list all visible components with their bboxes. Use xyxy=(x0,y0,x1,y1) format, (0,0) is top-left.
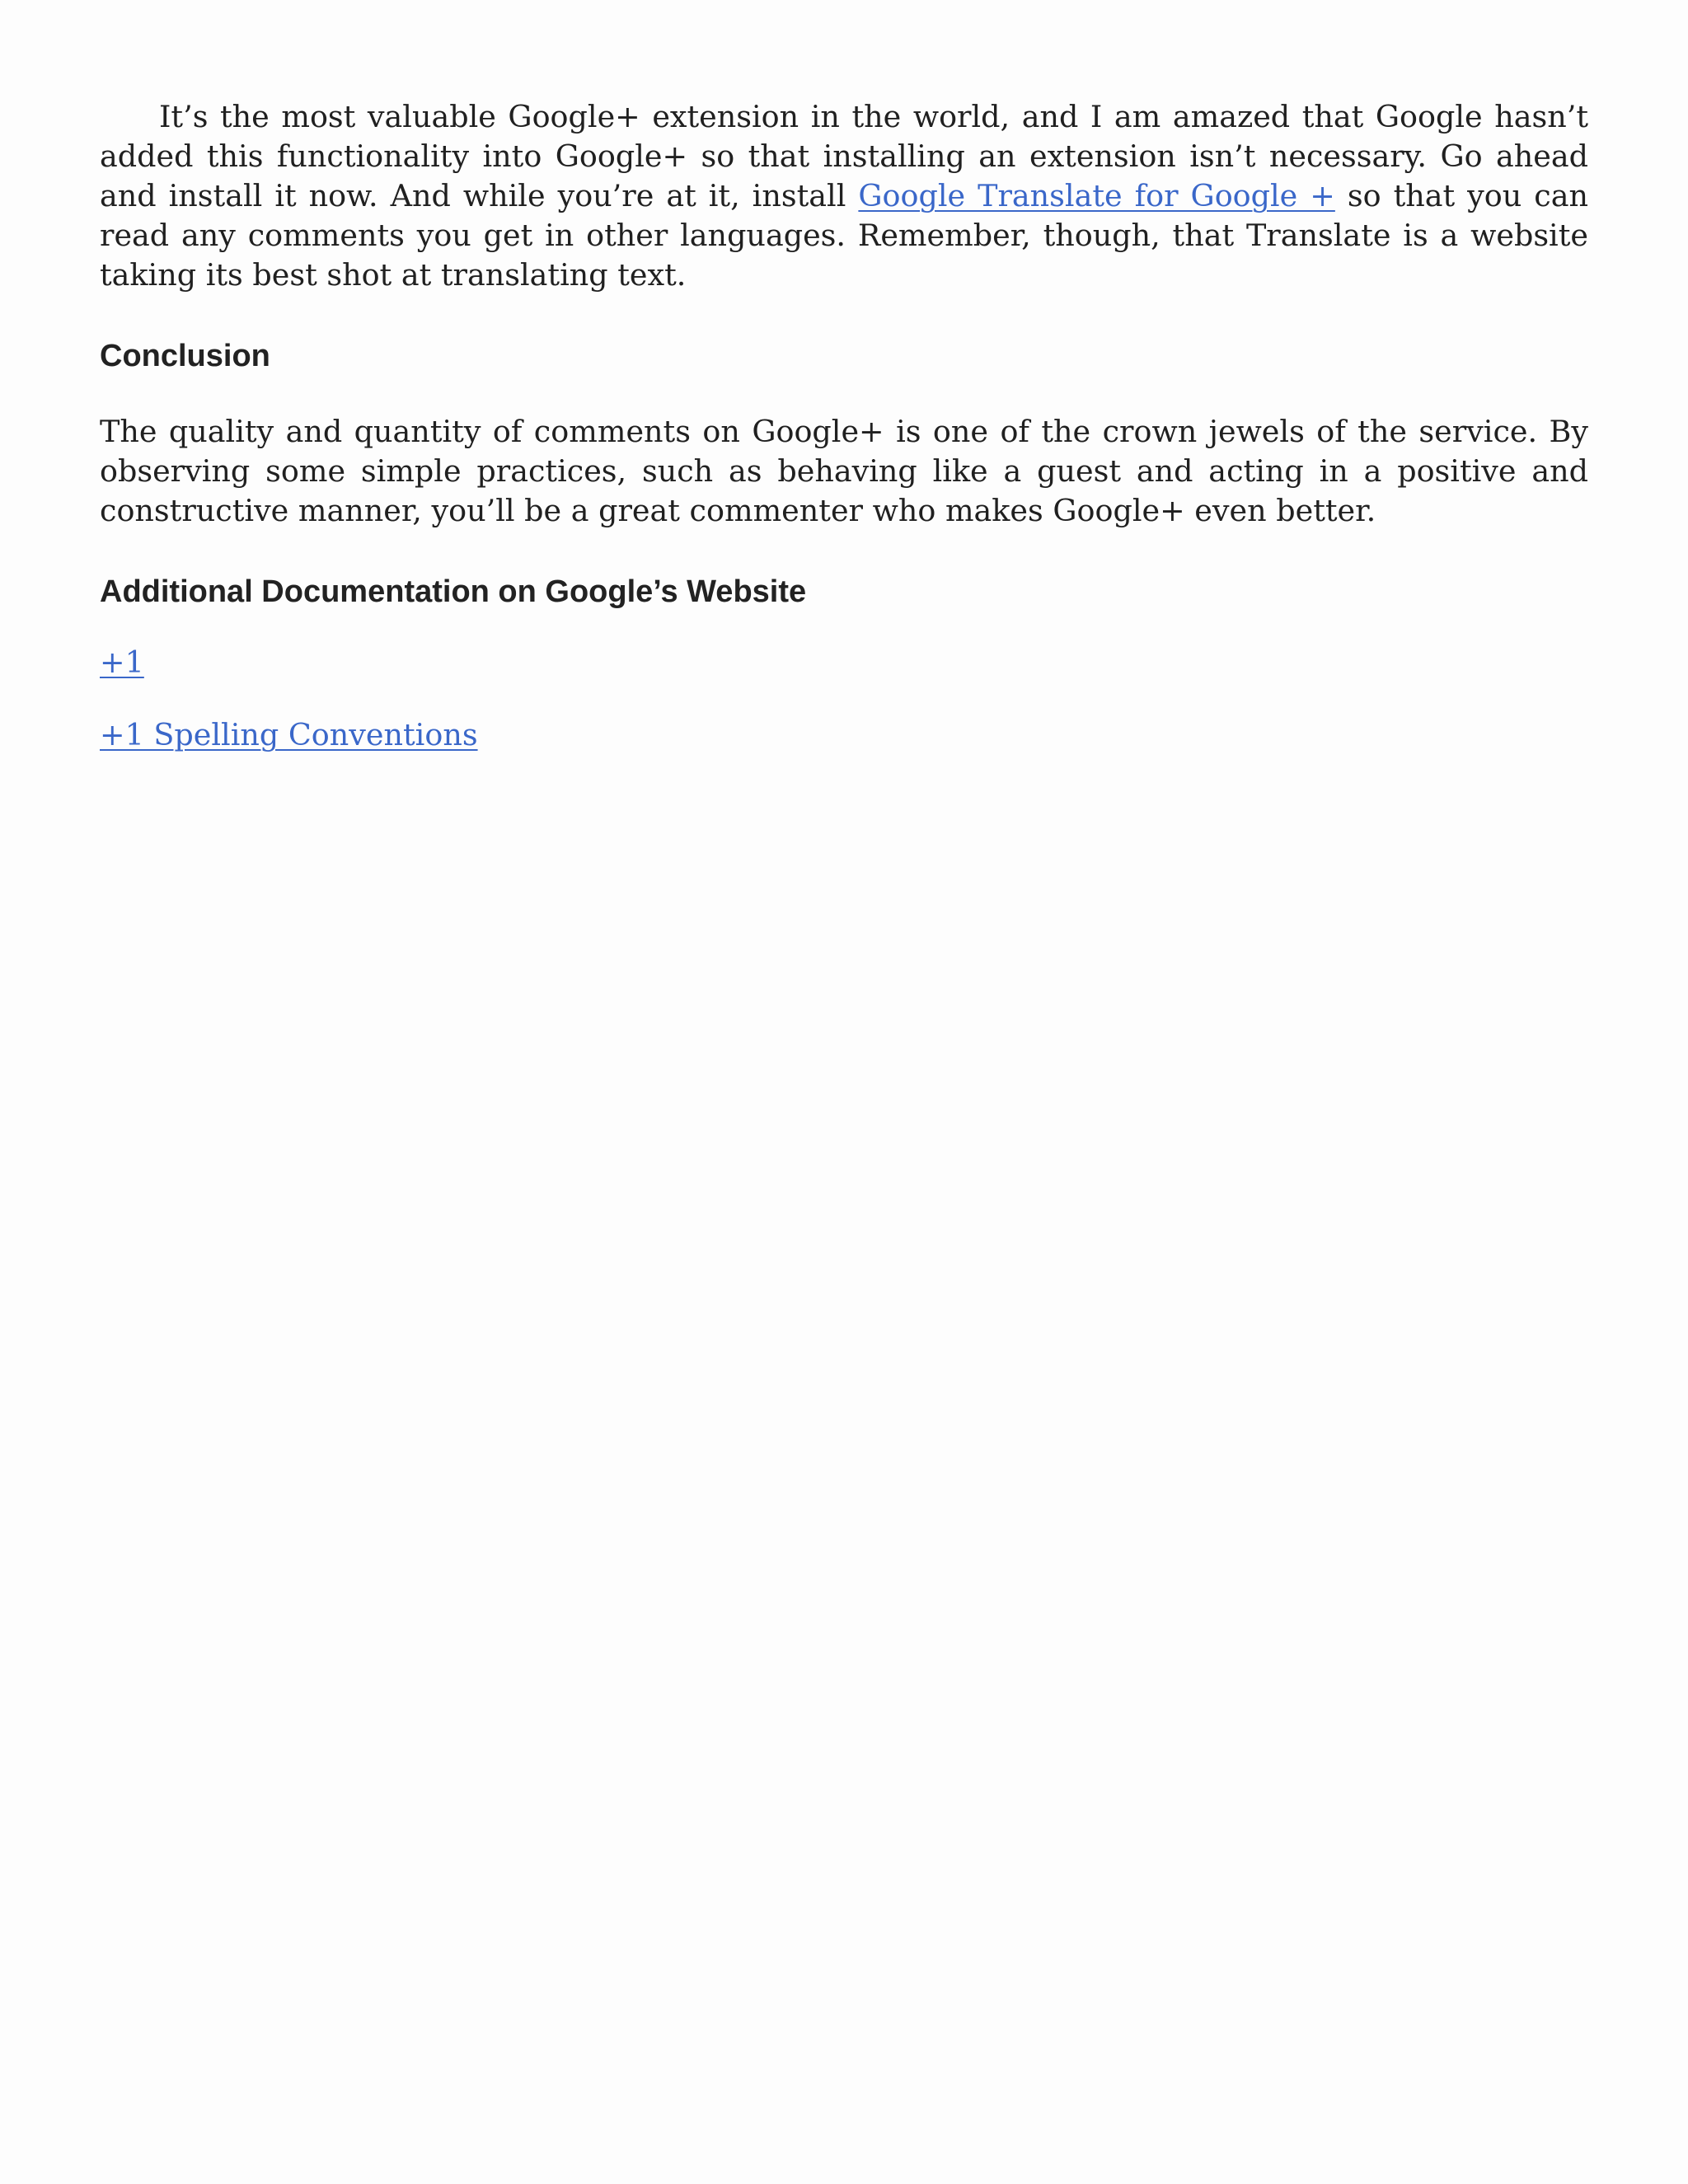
additional-docs-heading: Additional Documentation on Google’s Website xyxy=(100,574,807,609)
google-translate-link[interactable]: Google Translate for Google + xyxy=(858,178,1335,213)
intro-text-after-link: so that you can read any comments you get in other languages. Remember, though, that Translate is a website taking its best shot at translating text. xyxy=(100,178,1588,293)
conclusion-paragraph: The quality and quantity of comments on Google+ is one of the crown jewels of the service. By observing some simple practices, such as behaving like a guest and acting in a positive and constructive manner, you’ll be a great commenter who makes Google+ even better. xyxy=(100,414,1588,528)
intro-text-before-link: It’s the most valuable Google+ extension in the world, and I am amazed that Google hasn’t added this functionality into Google+ so that installing an extension isn’t necessary. Go ahead and install it now. And while you’re at it, install xyxy=(100,99,1588,213)
conclusion-heading: Conclusion xyxy=(100,339,270,373)
doc-link-line xyxy=(100,643,1588,682)
content-column xyxy=(100,97,1588,755)
plus-one-link[interactable]: +1 xyxy=(100,644,144,680)
spelling-conventions-link[interactable]: +1 Spelling Conventions xyxy=(100,717,478,752)
doc-link-line xyxy=(100,715,1588,755)
intro-paragraph xyxy=(100,97,1588,295)
